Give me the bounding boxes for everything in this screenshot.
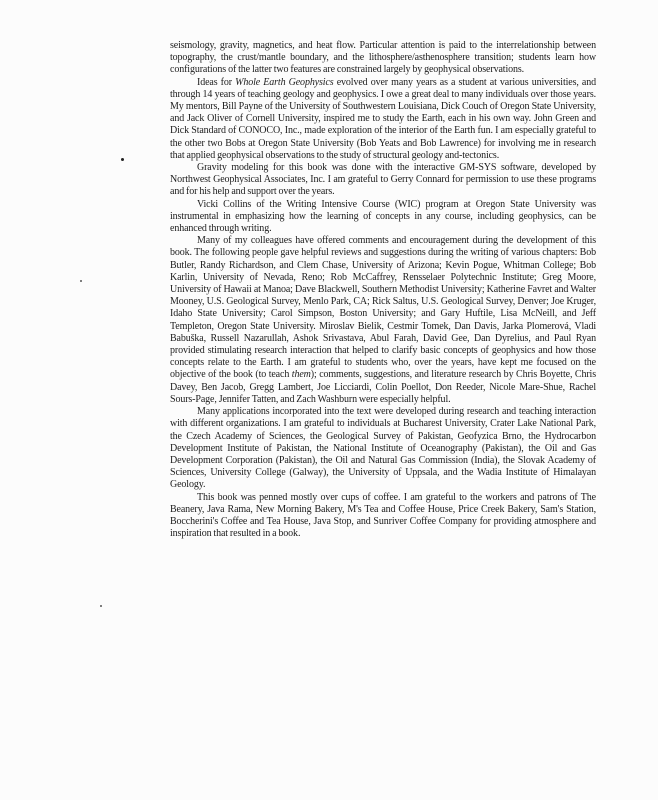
paragraph-colleagues <box>170 235 596 406</box>
paragraph-text: Ideas for <box>197 76 236 88</box>
paragraph-gravity-modeling <box>170 162 596 199</box>
paragraph-applications <box>170 406 596 491</box>
paragraph-coffee <box>170 492 596 541</box>
paragraph-text: evolved over many years as a student at various universities, and through 14 years of teaching geology and geophysics. I owe a great deal to many individuals over those years. My mentors, Bill Payne of the University of Southwestern Louisiana, Dick Couch of Oregon State University, and Jack Oliver of Cornell University, inspired me to study the Earth, each in his own way. John Green and Dick Standard of CONOCO, Inc., made exploration of the interior of the Earth fun. I am especially grateful to the other two Bobs at Oregon State University (Bob Yeats and Bob Lawrence) for involving me in research that applied geophysical observations to the study of structural geology and-tectonics. <box>170 76 596 161</box>
paragraph-text: Vicki Collins of the Writing Intensive Course (WIC) program at Oregon State University was instrumental in emphasizing how the learning of concepts in any course, including geophysics, can be enhanced through writing. <box>170 198 596 235</box>
paragraph-intro-continued <box>170 40 596 77</box>
paragraph-text: seismology, gravity, magnetics, and heat flow. Particular attention is paid to the interrelationship between topography, the crust/mantle boundary, and the lithosphere/asthenosphere transition; students learn how configurations of the latter two features are constrained largely by geophysical observations. <box>170 40 596 76</box>
paragraph-wic <box>170 199 596 236</box>
paragraph-text: ); comments, suggestions, and literature research by Chris Boyette, Chris Davey, Ben Jacob, Gregg Lambert, Joe Licciardi, Colin Poellot, Don Reeder, Nicole Mare-Shue, Rachel Sours-Page, Jennifer Tatten, and Zach Washburn were especially helpful. <box>170 369 596 405</box>
paragraph-text: Many of my colleagues have offered comments and encouragement during the development of this book. The following people gave helpful reviews and suggestions during the writing of various chapters: Bob Butler, Randy Richardson, and Clem Chase, University of Arizona; Kevin Pogue, Whitman College; Bob Karlin, University of Nevada, Reno; Rob McCaffrey, Rensselaer Polytechnic Institute; Greg Moore, University of Hawaii at Manoa; Dave Blackwell, Southern Methodist University; Katherine Favret and Walter Mooney, U.S. Geological Survey, Menlo Park, CA; Rick Saltus, U.S. Geological Survey, Denver; Joe Kruger, Idaho State University; Carol Simpson, Boston University; and Gary Huftile, Lisa McNeill, and Jeff Templeton, Oregon State University. Miroslav Bielik, Cestmir Tomek, Dan Davis, Jarka Plomerová, Vladi Babuška, Russell Nazarullah, Ashok Srivastava, Abul Farah, David Gee, Dan Dyrelius, and Paul Ryan provided stimulating research interaction that helped to clarify basic concepts of geophysics and how those concepts relate to the Earth. I am grateful to students who, over the years, have kept me focused on the objective of the book (to teach <box>170 235 596 381</box>
book-title: Whole Earth Geophysics <box>235 76 334 88</box>
margin-speck <box>121 158 124 161</box>
body-text <box>170 40 596 540</box>
paragraph-ideas <box>170 77 596 162</box>
paragraph-text: Many applications incorporated into the text were developed during research and teaching interaction with different organizations. I am grateful to individuals at Bucharest University, Crater Lake National Park, the Czech Academy of Sciences, the Geological Survey of Pakistan, Geofyzica Brno, the Hydrocarbon Development Institute of Pakistan, the National Institute of Oceanography (Pakistan), the Oil and Gas Development Corporation (Pakistan), the Oil and Natural Gas Commission (India), the Slovak Academy of Sciences, University College (Galway), the University of Uppsala, and the Wadia Institute of Himalayan Geology. <box>170 406 596 491</box>
paragraph-text: Gravity modeling for this book was done with the interactive GM-SYS software, developed by Northwest Geophysical Associates, Inc. I am grateful to Gerry Connard for permission to use these programs and for his help and support over the years. <box>170 162 596 198</box>
margin-speck <box>100 605 102 607</box>
emphasis-word: them <box>291 369 311 381</box>
margin-speck <box>80 280 82 282</box>
paragraph-text: This book was penned mostly over cups of coffee. I am grateful to the workers and patrons of The Beanery, Java Rama, New Morning Bakery, M's Tea and Coffee House, Price Creek Bakery, Sam's Station, Boccherini's Coffee and Tea House, Java Stop, and Sunriver Coffee Company for providing atmosphere and inspiration that resulted in a book. <box>170 491 596 540</box>
